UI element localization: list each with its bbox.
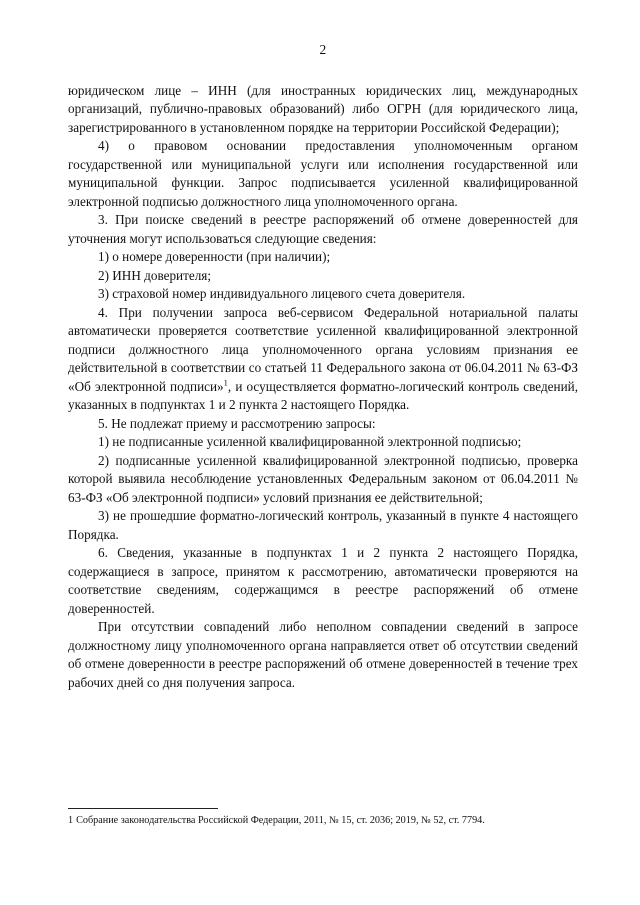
- paragraph: 1) не подписанные усиленной квалифицированной электронной подписью;: [98, 434, 522, 450]
- paragraph: 3) не прошедшие форматно-логический контроль, указанный в пункте 4 настоящего Порядка.: [68, 508, 578, 542]
- paragraph-with-footnote-ref: 4. При получении запроса веб-сервисом Федеральной нотариальной палаты автоматически проверяется соответствие усиленной квалифицированной электронной подписи должностного лица уполномоченного органа условиям признания ее действительной в соответствии со статьей 11 Федерального закона от 06.04.2011 № 63-ФЗ «Об электронной подписи»$^1$, и осуществляется форматно-логический контроль сведений, указанных в подпунктах 1 и 2 пункта 2 настоящего Порядка.: [68, 304, 578, 413]
- paragraph: 3) страховой номер индивидуального лицевого счета доверителя.: [98, 286, 466, 302]
- footnote-text: Собрание законодательства Российской Федерации, 2011, № 15, ст. 2036; 2019, № 52, ст. 7794.: [76, 814, 485, 826]
- paragraph: 3. При поиске сведений в реестре распоряжений об отмене доверенностей для уточнения могут использоваться следующие сведения:: [68, 212, 578, 246]
- footnote-number: 1: [68, 814, 74, 826]
- paragraph: 6. Сведения, указанные в подпунктах 1 и 2 пункта 2 настоящего Порядка, содержащиеся в запросе, принятом к рассмотрению, автоматически проверяются на соответствие сведениям, содержащимся в реестре распоряжений об отмене доверенностей.: [68, 545, 578, 616]
- paragraph: 5. Не подлежат приему и рассмотрению запросы:: [98, 415, 376, 431]
- paragraph: При отсутствии совпадений либо неполном совпадении сведений в запросе должностному лицу уполномоченного органа направляется ответ об отсутствии сведений об отмене доверенности в реестре распоряжений об отмене доверенностей в течение трех рабочих дней со дня получения запроса.: [68, 619, 578, 690]
- document-body: [68, 82, 578, 692]
- paragraph: 2) ИНН доверителя;: [98, 267, 212, 283]
- paragraph: 4) о правовом основании предоставления уполномоченным органом государственной или муниципальной услуги или исполнения государственной или муниципальной функции. Запрос подписывается усиленной квалифицированной электронной подписью должностного лица уполномоченного органа.: [68, 138, 578, 209]
- paragraph: 2) подписанные усиленной квалифицированной электронной подписью, проверка которой выявила несоблюдение установленных Федеральным законом от 06.04.2011 № 63-ФЗ «Об электронной подписи» условий признания ее действительной;: [68, 452, 578, 505]
- paragraph: юридическом лице – ИНН (для иностранных юридических лиц, международных организаций, публично-правовых образований) либо ОГРН (для юридического лица, зарегистрированного в установленном порядке на территории Российской Федерации);: [68, 83, 578, 135]
- page-number: 2: [319, 42, 327, 57]
- footnote-area: [68, 808, 578, 827]
- footnote-divider: [68, 808, 218, 809]
- paragraph: 1) о номере доверенности (при наличии);: [98, 249, 331, 265]
- footnote: [68, 814, 578, 827]
